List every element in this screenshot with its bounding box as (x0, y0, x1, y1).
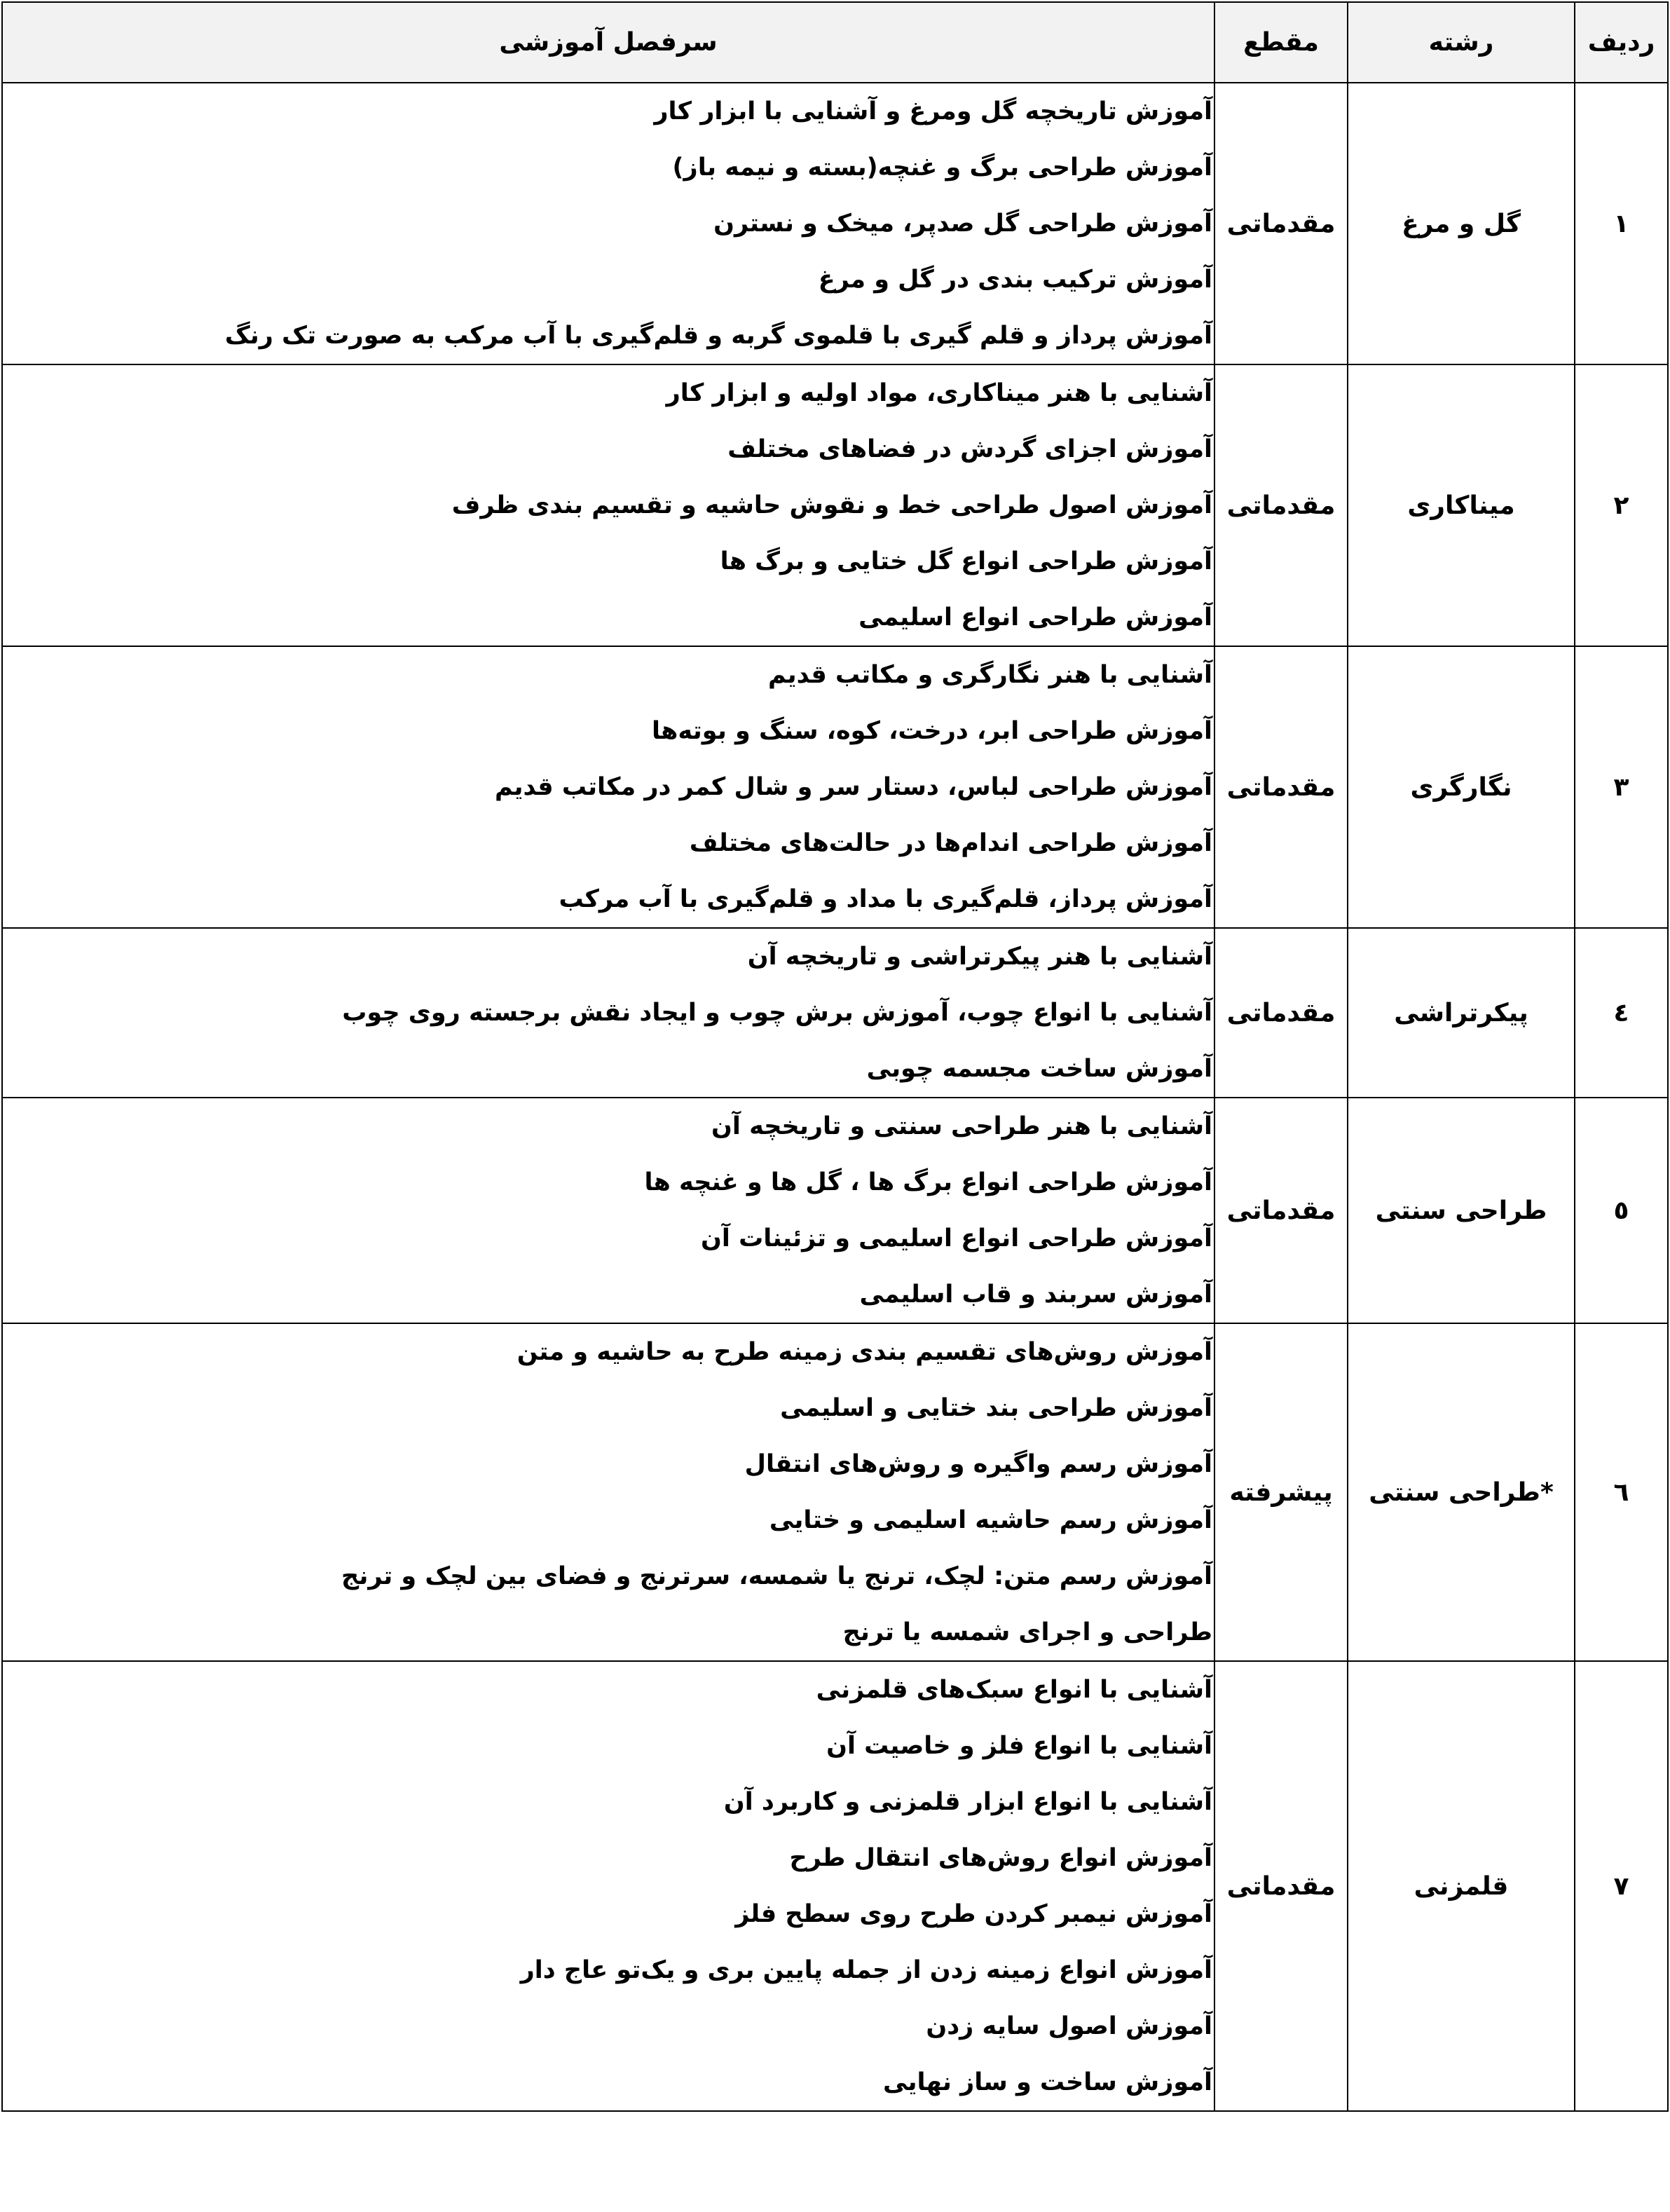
row-number: ۲ (1575, 364, 1668, 646)
header-field: رشته (1348, 2, 1575, 83)
topic-item: آموزش طراحی انواع برگ ها ، گل ها و غنچه ها (644, 1168, 1212, 1196)
table-row (2, 928, 1668, 1098)
topic-item: آموزش تاریخچه گل ومرغ و آشنایی با ابزار کار (654, 97, 1212, 125)
row-number: ۳ (1575, 646, 1668, 928)
header-row (2, 2, 1668, 83)
row-number: ٥ (1575, 1098, 1668, 1323)
topic-item: آموزش رسم حاشیه اسلیمی و ختایی (769, 1506, 1212, 1534)
topics-cell (2, 1098, 1214, 1323)
course-level: مقدماتی (1214, 1661, 1348, 2111)
course-level: مقدماتی (1214, 646, 1348, 928)
topic-item: آموزش ساخت مجسمه چوبی (866, 1055, 1212, 1083)
header-row-number: ردیف (1575, 2, 1668, 83)
topic-item: آموزش روش‌های تقسیم بندی زمینه طرح به حاشیه و متن (516, 1338, 1212, 1366)
table-row (2, 83, 1668, 364)
topic-item: آموزش طراحی لباس، دستار سر و شال کمر در مکاتب قدیم (494, 773, 1212, 801)
topic-item: آشنایی با هنر پیکرتراشی و تاریخچه آن (747, 943, 1212, 971)
topics-cell (2, 928, 1214, 1098)
field-name: قلمزنی (1348, 1661, 1575, 2111)
topic-item: آموزش اصول طراحی خط و نقوش حاشیه و تقسیم بندی ظرف (451, 491, 1212, 519)
topic-item: آموزش نیمبر کردن طرح روی سطح فلز (735, 1900, 1212, 1928)
field-name: پیکرتراشی (1348, 928, 1575, 1098)
topic-item: آشنایی با انواع فلز و خاصیت آن (826, 1732, 1212, 1760)
topic-item: آشنایی با انواع سبک‌های قلمزنی (816, 1676, 1212, 1704)
topic-item: آشنایی با انواع ابزار قلمزنی و کاربرد آن (723, 1788, 1212, 1816)
header-level: مقطع (1214, 2, 1348, 83)
table-row (2, 1098, 1668, 1323)
course-level: مقدماتی (1214, 928, 1348, 1098)
topics-cell (2, 646, 1214, 928)
topic-item: آموزش طراحی انواع اسلیمی و تزئینات آن (701, 1224, 1212, 1252)
table-row (2, 1661, 1668, 2111)
topic-item: آموزش رسم واگیره و روش‌های انتقال (744, 1450, 1212, 1478)
topic-item: آشنایی با هنر نگارگری و مکاتب قدیم (768, 661, 1212, 689)
topic-item: آموزش طراحی ابر، درخت، کوه، سنگ و بوته‌ها (651, 717, 1212, 745)
topic-item: آموزش اصول سایه زدن (926, 2012, 1212, 2040)
course-level: مقدماتی (1214, 1098, 1348, 1323)
course-level: پیشرفته (1214, 1323, 1348, 1661)
topic-item: آموزش طراحی انواع اسلیمی (858, 603, 1212, 631)
topic-item: آشنایی با انواع چوب، آموزش برش چوب و ایجاد نقش برجسته روی چوب (342, 999, 1212, 1027)
topic-item: آموزش اجزای گردش در فضاهای مختلف (727, 435, 1212, 463)
topic-item: آموزش سربند و قاب اسلیمی (859, 1281, 1212, 1309)
topics-cell (2, 83, 1214, 364)
topic-item: آموزش رسم متن: لچک، ترنج یا شمسه، سرترنج و فضای بین لچک و ترنج (341, 1562, 1212, 1590)
topic-item: آموزش طراحی گل صدپر، میخک و نسترن (713, 210, 1212, 238)
row-number: ٤ (1575, 928, 1668, 1098)
table-row (2, 1323, 1668, 1661)
row-number: ٦ (1575, 1323, 1668, 1661)
topic-item: آموزش ساخت و ساز نهایی (882, 2068, 1212, 2096)
topic-item: آموزش طراحی بند ختایی و اسلیمی (780, 1394, 1212, 1422)
topic-item: آموزش طراحی برگ و غنچه(بسته و نیمه باز) (672, 153, 1212, 182)
field-name: طراحی سنتی (1348, 1098, 1575, 1323)
course-level: مقدماتی (1214, 83, 1348, 364)
topic-item: آشنایی با هنر طراحی سنتی و تاریخچه آن (711, 1112, 1212, 1140)
topics-cell (2, 364, 1214, 646)
topic-item: آموزش انواع روش‌های انتقال طرح (789, 1844, 1212, 1872)
topic-item: آشنایی با هنر میناکاری، مواد اولیه و ابزار کار (666, 379, 1212, 407)
header-topics: سرفصل آموزشی (2, 2, 1214, 83)
course-level: مقدماتی (1214, 364, 1348, 646)
row-number: ۱ (1575, 83, 1668, 364)
topic-item: آموزش طراحی اندام‌ها در حالت‌های مختلف (689, 829, 1212, 857)
topics-cell (2, 1323, 1214, 1661)
field-name: گل و مرغ (1348, 83, 1575, 364)
topic-item: طراحی و اجرای شمسه یا ترنج (842, 1618, 1212, 1646)
topic-item: آموزش پرداز، قلم‌گیری با مداد و قلم‌گیری با آب مرکب (559, 885, 1212, 913)
table-row (2, 646, 1668, 928)
field-name: *طراحی سنتی (1348, 1323, 1575, 1661)
table-row (2, 364, 1668, 646)
topic-item: آموزش طراحی انواع گل ختایی و برگ ها (720, 547, 1212, 575)
field-name: میناکاری (1348, 364, 1575, 646)
topic-item: آموزش ترکیب بندی در گل و مرغ (818, 266, 1212, 294)
topics-cell (2, 1661, 1214, 2111)
topic-item: آموزش پرداز و قلم گیری با قلموی گربه و قلم‌گیری با آب مرکب به صورت تک رنگ (224, 322, 1212, 350)
topic-item: آموزش انواع زمینه زدن از جمله پایین بری و یک‌تو عاج دار (520, 1956, 1212, 1984)
row-number: ۷ (1575, 1661, 1668, 2111)
field-name: نگارگری (1348, 646, 1575, 928)
syllabus-table (1, 1, 1669, 2112)
